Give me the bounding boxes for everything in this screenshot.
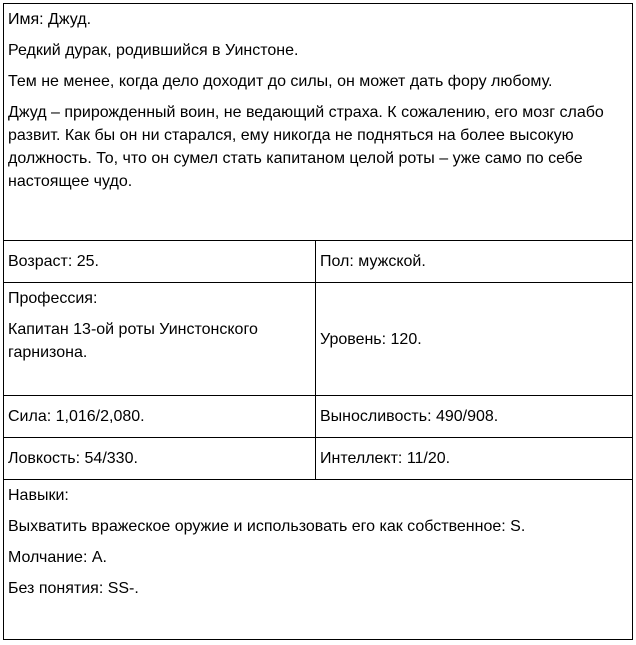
strength-value: Сила: 1,016/2,080. [8,408,145,425]
skill-item: Выхватить вражеское оружие и использовать его как собственное: S. [8,518,526,535]
agility-cell [4,438,316,480]
character-description: Джуд – прирожденный воин, не ведающий страха. К сожалению, его мозг слабо развит. Как бы он ни старался, ему никогда не подняться на более высокую должность. То, что он сумел стать капитаном целой роты – уже само по себе настоящее чудо. [8,104,604,190]
stats-row-strength-stamina [4,396,633,438]
skill-item: Молчание: A. [8,549,107,566]
skill-item: Без понятия: SS-. [8,580,139,597]
profile-cell [4,4,633,241]
skills-label: Навыки: [8,487,69,504]
stats-row-agility-intellect [4,438,633,480]
age-value: Возраст: 25. [8,253,99,270]
stats-row-profession-level [4,283,633,396]
profile-row [4,4,633,241]
stats-row-age-gender [4,241,633,283]
level-cell [316,283,633,396]
skills-cell [4,480,633,640]
strength-cell [4,396,316,438]
gender-value: Пол: мужской. [320,253,426,270]
gender-cell [316,241,633,283]
agility-value: Ловкость: 54/330. [8,450,138,467]
age-cell [4,241,316,283]
intellect-value: Интеллект: 11/20. [320,450,451,467]
stamina-value: Выносливость: 490/908. [320,408,499,425]
character-strength-note: Тем не менее, когда дело доходит до силы, он может дать фору любому. [8,73,553,90]
skills-row [4,480,633,640]
character-name: Имя: Джуд. [8,11,92,28]
character-sheet-table [3,3,633,640]
intellect-cell [316,438,633,480]
profession-value: Капитан 13-ой роты Уинстонского гарнизона. [8,321,258,361]
profession-label: Профессия: [8,290,98,307]
level-value: Уровень: 120. [320,330,422,348]
stamina-cell [316,396,633,438]
character-summary: Редкий дурак, родившийся в Уинстоне. [8,42,299,59]
profession-cell [4,283,316,396]
